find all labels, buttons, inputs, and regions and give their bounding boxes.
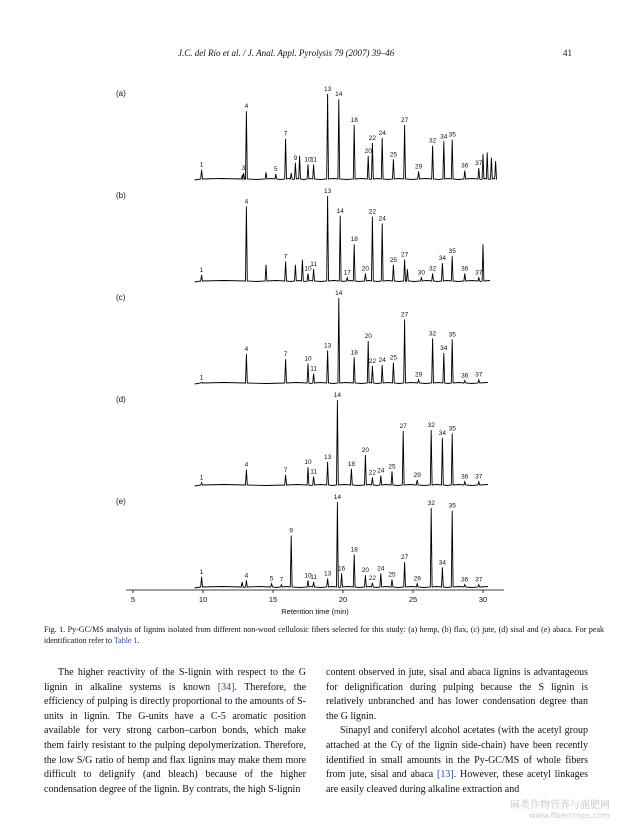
peak-label: 37 xyxy=(475,473,483,481)
peak-label: 11 xyxy=(310,573,317,581)
peak-label: 35 xyxy=(448,331,456,339)
paragraph xyxy=(44,666,306,797)
peak-label: 29 xyxy=(414,163,423,171)
peak-label: 10 xyxy=(304,572,312,580)
peak-label: 29 xyxy=(414,371,423,379)
peak-label: 10 xyxy=(304,459,312,467)
peak-label: 18 xyxy=(350,546,358,554)
peak-label: 35 xyxy=(448,425,456,433)
peak-label: 32 xyxy=(427,422,435,430)
peak-label: 10 xyxy=(304,355,312,363)
peak-label: 13 xyxy=(323,453,332,461)
peak-label: 22 xyxy=(368,469,377,477)
caption-end: . xyxy=(137,636,140,645)
peak-label: 24 xyxy=(378,129,386,137)
chromatogram-trace xyxy=(195,502,488,588)
peak-label: 4 xyxy=(244,572,249,580)
peak-label: 7 xyxy=(283,253,288,261)
panel-label: (b) xyxy=(116,191,126,200)
chromatogram-figure xyxy=(118,66,508,616)
x-tick-label: 5 xyxy=(130,595,136,604)
peak-label: 3 xyxy=(241,165,246,173)
peak-label: 5 xyxy=(273,165,278,173)
paragraph-text: . Therefore, the efficiency of pulping is directly proportional to the amounts of S-units in lignin. The G-units have a C-5 aromatic position available for very strong carbon–carbon bonds, which make them fairly resistant to the pulping depolymerization. Therefore, the low S/G ratio of hemp and flax lignins may make them more difficult to delignify (and bleach) because of the higher condensation degree of the lignin. By contrats, the high S-lignin xyxy=(44,681,307,795)
peak-label: 7 xyxy=(283,351,288,359)
peak-label: 20 xyxy=(364,333,372,340)
peak-label: 22 xyxy=(368,357,377,365)
peak-label: 36 xyxy=(461,473,469,481)
panel-label: (c) xyxy=(116,293,126,302)
x-tick-label: 30 xyxy=(478,595,488,604)
peak-label: 13 xyxy=(323,188,332,195)
peak-label: 10 xyxy=(304,156,312,164)
figure-caption xyxy=(44,624,604,646)
peak-label: 32 xyxy=(428,265,437,273)
peak-label: 7 xyxy=(283,466,288,474)
left-column xyxy=(44,666,306,797)
x-tick-label: 20 xyxy=(338,595,348,604)
peak-label: 17 xyxy=(343,269,351,277)
running-header: J.C. del Río et al. / J. Anal. Appl. Pyrolysis 79 (2007) 39–46 xyxy=(178,48,395,58)
peak-label: 22 xyxy=(368,208,377,216)
peak-label: 18 xyxy=(350,116,358,124)
peak-label: 20 xyxy=(361,447,370,455)
peak-label: 34 xyxy=(440,133,448,141)
peak-label: 1 xyxy=(199,474,204,482)
peak-label: 32 xyxy=(427,500,435,508)
peak-label: 9 xyxy=(293,154,298,162)
peak-label: 37 xyxy=(475,159,483,167)
peak-label: 25 xyxy=(389,256,398,264)
peak-label: 14 xyxy=(333,494,342,501)
peak-label: 36 xyxy=(461,576,469,584)
panel-label: (d) xyxy=(116,395,126,404)
peak-label: 27 xyxy=(400,554,409,562)
right-column xyxy=(326,666,588,797)
peak-label: 11 xyxy=(310,156,317,164)
peak-label: 34 xyxy=(440,345,448,353)
peak-label: 22 xyxy=(368,135,377,143)
caption-text: Fig. 1. Py-GC/MS analysis of lignins isolated from different non-wood cellulosic fibers selected for this study: (a) hemp, (b) flax, (c) jute, (d) sisal and (e) abaca. For peak identification refer to xyxy=(44,625,604,645)
peak-label: 30 xyxy=(417,269,426,277)
peak-label: 37 xyxy=(475,371,483,379)
peak-label: 27 xyxy=(399,422,407,430)
chromatogram-trace xyxy=(195,298,488,384)
peak-label: 20 xyxy=(361,567,370,575)
peak-label: 11 xyxy=(310,365,317,373)
peak-label: 13 xyxy=(323,86,332,93)
paragraph-text: The higher reactivity of the S-lignin with respect to the G lignin in alkaline systems is known xyxy=(44,667,306,693)
peak-label: 25 xyxy=(389,151,398,159)
x-tick-label: 15 xyxy=(268,595,278,604)
paragraph-text: . However, these acetyl linkages are easily cleaved during alkaline extraction and xyxy=(326,769,588,795)
peak-label: 14 xyxy=(336,207,344,215)
paragraph: content observed in jute, sisal and abaca lignins is advantageous for delignification during pulping because the S lignin is relatively unbranched and has lower condensation degree than the G lignin. xyxy=(326,667,588,722)
paragraph-text: Sinapyl and coniferyl alcohol acetates (with the acetyl group attached at the Cγ of the lignin side-chain) have been recently identified in small amounts in the Py-GC/MS of whole fibers from jute, sisal and abaca xyxy=(326,725,588,781)
peak-label: 7 xyxy=(279,576,284,584)
peak-label: 22 xyxy=(368,574,377,582)
peak-label: 18 xyxy=(350,236,358,244)
peak-label: 1 xyxy=(199,374,204,382)
peak-label: 34 xyxy=(438,559,447,567)
paragraph xyxy=(326,724,588,797)
peak-label: 37 xyxy=(475,269,483,277)
chromatogram-trace xyxy=(195,400,488,486)
peak-label: 25 xyxy=(388,571,396,579)
x-axis-label: Retention time (min) xyxy=(281,607,349,616)
peak-label: 13 xyxy=(323,342,332,350)
peak-label: 32 xyxy=(428,330,437,338)
peak-label: 14 xyxy=(335,91,343,99)
peak-label: 35 xyxy=(448,502,456,510)
peak-label: 36 xyxy=(461,372,469,380)
panel-label: (e) xyxy=(116,497,126,506)
peak-label: 32 xyxy=(428,137,437,145)
panel-label: (a) xyxy=(116,89,126,98)
peak-label: 35 xyxy=(448,131,456,139)
peak-label: 36 xyxy=(461,162,469,170)
peak-label: 9 xyxy=(289,527,294,535)
peak-label: 1 xyxy=(199,568,204,576)
peak-label: 4 xyxy=(244,345,249,353)
peak-label: 24 xyxy=(377,565,385,573)
peak-label: 4 xyxy=(244,461,249,469)
peak-label: 1 xyxy=(199,161,204,169)
peak-label: 25 xyxy=(389,354,398,362)
peak-label: 4 xyxy=(244,103,249,111)
peak-label: 29 xyxy=(413,575,421,583)
peak-label: 25 xyxy=(388,463,396,471)
peak-label: 13 xyxy=(323,570,332,578)
peak-label: 24 xyxy=(377,467,385,475)
peak-label: 24 xyxy=(378,357,386,365)
peak-label: 18 xyxy=(347,460,356,468)
peak-label: 14 xyxy=(335,290,343,297)
table-link[interactable]: Table 1 xyxy=(113,636,138,645)
x-tick-label: 10 xyxy=(198,595,208,604)
watermark-text: 麻类作物营养与施肥网 xyxy=(510,800,610,811)
x-tick-label: 25 xyxy=(408,595,418,604)
peak-label: 11 xyxy=(310,261,317,269)
page-number: 41 xyxy=(563,48,572,58)
peak-label: 37 xyxy=(475,576,483,584)
peak-label: 5 xyxy=(269,575,274,583)
peak-label: 34 xyxy=(438,429,447,437)
peak-label: 18 xyxy=(350,349,358,357)
peak-label: 27 xyxy=(400,116,409,124)
peak-label: 16 xyxy=(337,565,346,573)
peak-label: 20 xyxy=(364,147,372,155)
peak-label: 20 xyxy=(361,265,370,273)
peak-label: 35 xyxy=(448,248,456,256)
reference-link[interactable]: [34] xyxy=(217,681,235,693)
peak-label: 29 xyxy=(413,471,421,479)
peak-label: 24 xyxy=(378,215,386,223)
peak-label: 11 xyxy=(310,468,317,476)
peak-label: 36 xyxy=(461,265,469,273)
peak-label: 34 xyxy=(438,255,447,263)
peak-label: 4 xyxy=(244,198,249,206)
peak-label: 1 xyxy=(199,267,204,275)
peak-label: 10 xyxy=(304,265,312,273)
peak-label: 14 xyxy=(333,392,342,399)
peak-label: 7 xyxy=(283,130,288,138)
watermark-url: www.fibercrops.com xyxy=(529,811,610,820)
peak-label: 27 xyxy=(400,251,409,259)
peak-label: 27 xyxy=(400,311,409,319)
reference-link[interactable]: [13] xyxy=(437,769,454,781)
